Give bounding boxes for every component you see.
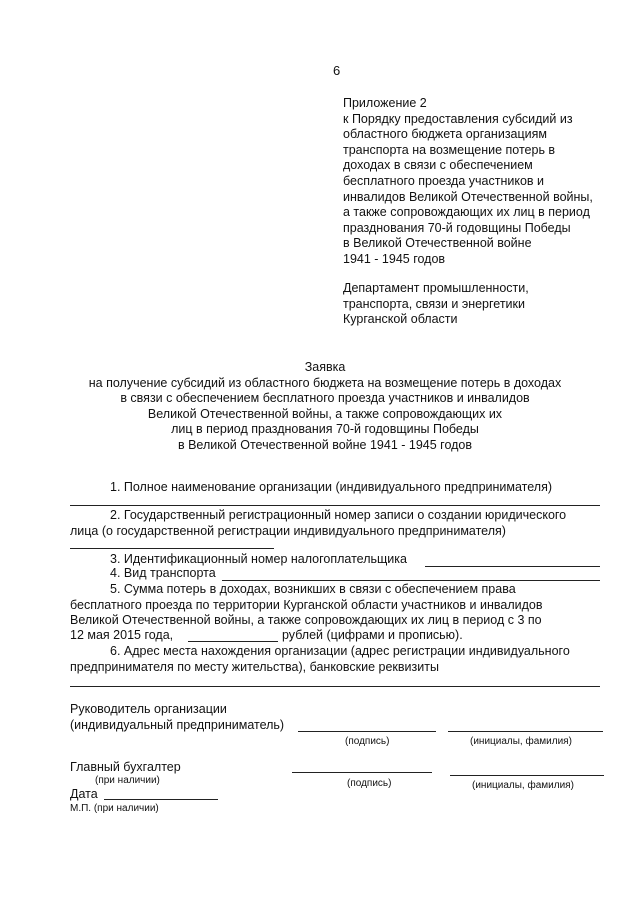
head-name-caption: (инициалы, фамилия) bbox=[470, 736, 572, 747]
head-label-line-1: Руководитель организации bbox=[70, 702, 227, 716]
head-label-line-2: (индивидуальный предприниматель) bbox=[70, 718, 285, 732]
item-2-text-line-1: 2. Государственный регистрационный номер записи о создании юридического bbox=[110, 508, 567, 522]
item-1-text: 1. Полное наименование организации (индивидуального предпринимателя) bbox=[110, 480, 553, 494]
title-line: в Великой Отечественной войне 1941 - 1945 годов bbox=[177, 437, 473, 452]
date-fill-line[interactable] bbox=[104, 799, 218, 800]
taxpayer-id-fill-line[interactable] bbox=[425, 566, 600, 567]
item-2-fill-line[interactable] bbox=[70, 548, 274, 549]
item-5-text-line-4a: 12 мая 2015 года, bbox=[70, 628, 174, 642]
accountant-if-any: (при наличии) bbox=[95, 775, 160, 786]
head-signature-line[interactable] bbox=[298, 731, 436, 732]
annex-line: транспорта на возмещение потерь в bbox=[343, 142, 556, 157]
annex-line: празднования 70-й годовщины Победы bbox=[343, 220, 571, 235]
annex-line: 1941 - 1945 годов bbox=[343, 251, 446, 266]
item-5-text-line-1: 5. Сумма потерь в доходах, возникших в связи с обеспечением права bbox=[110, 582, 516, 596]
title-line: в связи с обеспечением бесплатного проезда участников и инвалидов bbox=[120, 391, 530, 406]
title-line: на получение субсидий из областного бюджета на возмещение потерь в доходах bbox=[88, 375, 562, 390]
annex-line: доходах в связи с обеспечением bbox=[343, 158, 533, 173]
item-6-text-line-1: 6. Адрес места нахождения организации (адрес регистрации индивидуального bbox=[110, 644, 570, 658]
stamp-label: М.П. (при наличии) bbox=[70, 803, 159, 814]
accountant-label: Главный бухгалтер bbox=[70, 760, 181, 774]
head-name-line[interactable] bbox=[448, 731, 603, 732]
item-2-text-line-2: лица (о государственной регистрации индивидуального предпринимателя) bbox=[70, 524, 506, 538]
document-title bbox=[60, 360, 590, 454]
item-4-text: 4. Вид транспорта bbox=[110, 566, 216, 580]
item-3-text: 3. Идентификационный номер налогоплательщика bbox=[110, 552, 407, 566]
item-6-fill-line[interactable] bbox=[70, 686, 600, 687]
department-line: Курганской области bbox=[343, 312, 458, 327]
page-number: 6 bbox=[333, 63, 341, 78]
item-1-fill-line[interactable] bbox=[70, 505, 600, 506]
accountant-signature-caption: (подпись) bbox=[347, 778, 392, 789]
item-5-text-line-3: Великой Отечественной войны, а также сопровождающих их лиц в период с 3 по bbox=[70, 613, 542, 627]
accountant-name-caption: (инициалы, фамилия) bbox=[472, 780, 574, 791]
annex-header bbox=[343, 96, 593, 268]
date-label: Дата bbox=[70, 787, 98, 801]
amount-fill-line[interactable] bbox=[188, 641, 278, 642]
item-5-text-line-2: бесплатного проезда по территории Курганской области участников и инвалидов bbox=[70, 598, 543, 612]
department-addressee bbox=[343, 281, 529, 328]
annex-line: Приложение 2 bbox=[343, 96, 427, 110]
accountant-signature-line[interactable] bbox=[292, 772, 432, 773]
title-line: Великой Отечественной войны, а также сопровождающих их bbox=[147, 406, 503, 421]
item-6-text-line-2: предпринимателя по месту жительства), банковские реквизиты bbox=[70, 660, 439, 674]
transport-type-fill-line[interactable] bbox=[222, 580, 600, 581]
title-line: лиц в период празднования 70-й годовщины Победы bbox=[171, 422, 479, 437]
item-5-text-line-4b: рублей (цифрами и прописью). bbox=[282, 628, 463, 642]
title-heading: Заявка bbox=[304, 360, 346, 374]
head-signature-caption: (подпись) bbox=[345, 736, 390, 747]
annex-line: бесплатного проезда участников и bbox=[343, 173, 545, 188]
department-line: транспорта, связи и энергетики bbox=[343, 296, 525, 311]
department-line: Департамент промышленности, bbox=[343, 281, 529, 295]
annex-line: а также сопровождающих их лиц в период bbox=[343, 205, 590, 220]
annex-line: к Порядку предоставления субсидий из bbox=[343, 111, 573, 126]
annex-line: в Великой Отечественной войне bbox=[343, 236, 532, 251]
annex-line: инвалидов Великой Отечественной войны, bbox=[343, 189, 593, 204]
annex-line: областного бюджета организациям bbox=[343, 127, 548, 142]
accountant-name-line[interactable] bbox=[450, 775, 604, 776]
